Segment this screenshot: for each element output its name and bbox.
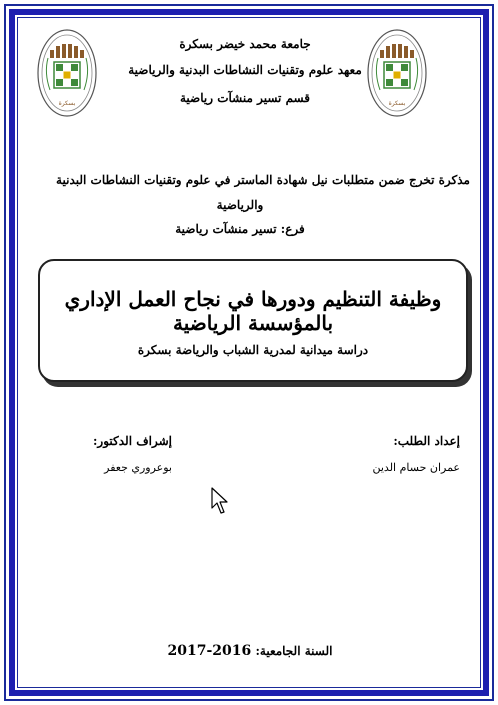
branch-line: فرع: تسير منشآت رياضية <box>175 222 305 236</box>
memo-line-1: مذكرة تخرج ضمن متطلبات نيل شهادة الماستر في علوم وتقنيات النشاطات البدنية <box>56 173 470 187</box>
university-logo-left <box>36 28 98 118</box>
thesis-title: وظيفة التنظيم ودورها في نجاح العمل الإداري بالمؤسسة الرياضية <box>64 287 442 335</box>
supervisor-label: إشراف الدكتور: <box>92 434 172 448</box>
student-name: عمران حسام الدين <box>372 461 460 474</box>
academic-year-label: السنة الجامعية: <box>255 644 333 658</box>
institute-name: معهد علوم وتقنيات النشاطات البدنية والرياضية <box>128 63 362 77</box>
student-label: إعداد الطلب: <box>393 434 460 448</box>
academic-year-value: 2017-2016 <box>167 643 252 659</box>
logo-bottom-text-right: بسكرة <box>388 100 406 107</box>
memo-line-2: والرياضية <box>216 198 264 212</box>
mouse-pointer-icon <box>211 487 231 515</box>
university-name: جامعة محمد خيضر بسكرة <box>179 37 311 51</box>
department-name: قسم تسير منشآت رياضية <box>180 91 310 105</box>
supervisor-name: بوعروري جعفر <box>104 461 172 474</box>
thesis-subtitle: دراسة ميدانية لمدرية الشباب والرياضة بسكرة <box>137 343 369 357</box>
logo-bottom-text-left: بسكرة <box>58 100 76 107</box>
title-box <box>38 259 468 382</box>
academic-year <box>150 643 350 659</box>
